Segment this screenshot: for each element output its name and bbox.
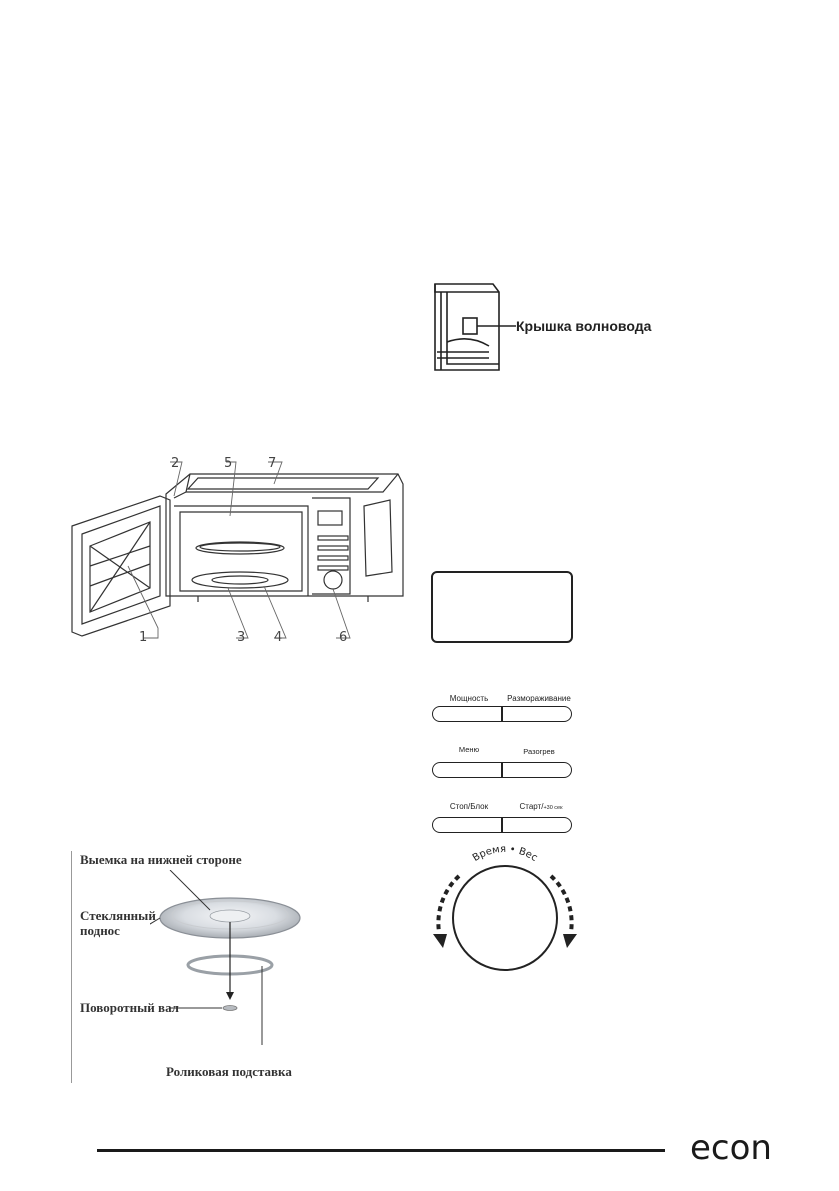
power-button-label: Мощность xyxy=(449,694,489,703)
reheat-button[interactable] xyxy=(502,762,572,778)
oven-callout-7: 7 xyxy=(268,456,277,471)
power-button[interactable] xyxy=(432,706,502,722)
footer-rule xyxy=(97,1149,665,1152)
turntable-frame-line xyxy=(71,851,72,1083)
dial-label: Время • Вес xyxy=(470,843,540,864)
oven-callout-2: 2 xyxy=(171,456,180,471)
stop-lock-button[interactable] xyxy=(432,817,502,833)
menu-button[interactable] xyxy=(432,762,502,778)
dial-knob[interactable] xyxy=(453,866,557,970)
microwave-oven-illustration xyxy=(68,456,413,656)
oven-callout-5: 5 xyxy=(224,456,233,471)
start-button-label: Старт/+30 сек xyxy=(519,802,563,811)
roller-support-label: Роликовая подставка xyxy=(166,1064,292,1079)
econ-logo: econ xyxy=(690,1128,772,1168)
time-weight-dial[interactable] xyxy=(425,842,585,974)
start-button[interactable] xyxy=(502,817,572,833)
oven-callout-1: 1 xyxy=(139,630,148,645)
notch-label: Выемка на нижней стороне xyxy=(80,852,242,867)
oven-callout-4: 4 xyxy=(274,630,283,645)
reheat-button-label: Разогрев xyxy=(523,747,555,756)
oven-callout-6: 6 xyxy=(339,630,348,645)
dial-left-arrow-icon xyxy=(433,934,447,948)
waveguide-cover-label: Крышка волновода xyxy=(516,318,652,334)
glass-tray-label-line2: поднос xyxy=(80,923,120,938)
menu-button-label: Меню xyxy=(458,745,480,754)
waveguide-illustration xyxy=(425,280,520,375)
glass-tray-label-line1: Стеклянный xyxy=(80,908,156,923)
defrost-button-label: Размораживание xyxy=(507,694,571,703)
dial-right-arrow-icon xyxy=(563,934,577,948)
turntable-illustration xyxy=(150,870,310,1060)
stop-lock-button-label: Стоп/Блок xyxy=(449,802,489,811)
defrost-button[interactable] xyxy=(502,706,572,722)
oven-callout-3: 3 xyxy=(237,630,246,645)
turntable-shaft-label: Поворотный вал xyxy=(80,1000,179,1015)
display-screen xyxy=(431,571,573,643)
